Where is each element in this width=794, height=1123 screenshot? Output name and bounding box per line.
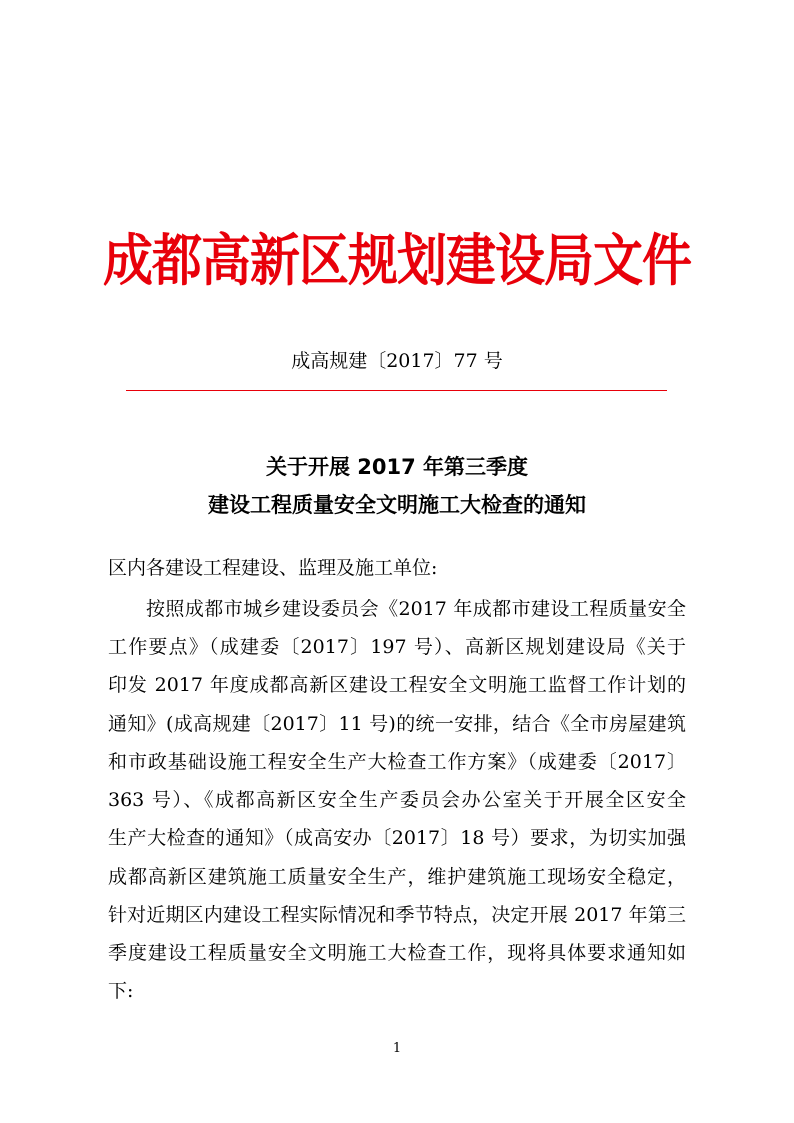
issuing-authority-title: 成都高新区规划建设局文件	[103, 227, 691, 294]
body-text-line: 363 号）、《成都高新区安全生产委员会办公室关于开展全区安全	[108, 789, 686, 811]
body-text-line: 下:	[108, 980, 134, 1002]
body-text-line: 和市政基础设施工程安全生产大检查工作方案》（成建委〔2017〕	[108, 751, 686, 773]
body-text-line: 通知》(成高规建〔2017〕11 号)的统一安排，结合《全市房屋建筑	[108, 713, 686, 735]
body-text-line: 生产大检查的通知》（成高安办〔2017〕18 号）要求，为切实加强	[108, 827, 686, 849]
red-divider-line	[126, 390, 667, 391]
body-text-line: 工作要点》（成建委〔2017〕197 号）、高新区规划建设局《关于	[108, 636, 686, 658]
body-text-line: 印发 2017 年度成都高新区建设工程安全文明施工监督工作计划的	[108, 674, 686, 696]
document-number: 成高规建〔2017〕77 号	[291, 350, 503, 372]
salutation: 区内各建设工程建设、监理及施工单位:	[108, 557, 438, 579]
page-number: 1	[392, 1041, 402, 1056]
body-text-line: 针对近期区内建设工程实际情况和季节特点，决定开展 2017 年第三	[108, 904, 686, 926]
notice-title	[0, 448, 794, 524]
notice-title-line-1: 关于开展 2017 年第三季度	[265, 455, 529, 479]
notice-title-line-2: 建设工程质量安全文明施工大检查的通知	[208, 493, 586, 517]
body-text-line: 季度建设工程质量安全文明施工大检查工作，现将具体要求通知如	[108, 942, 686, 964]
body-text-line: 成都高新区建筑施工质量安全生产，维护建筑施工现场安全稳定，	[108, 866, 686, 888]
body-text-line: 按照成都市城乡建设委员会《2017 年成都市建设工程质量安全	[146, 598, 686, 620]
